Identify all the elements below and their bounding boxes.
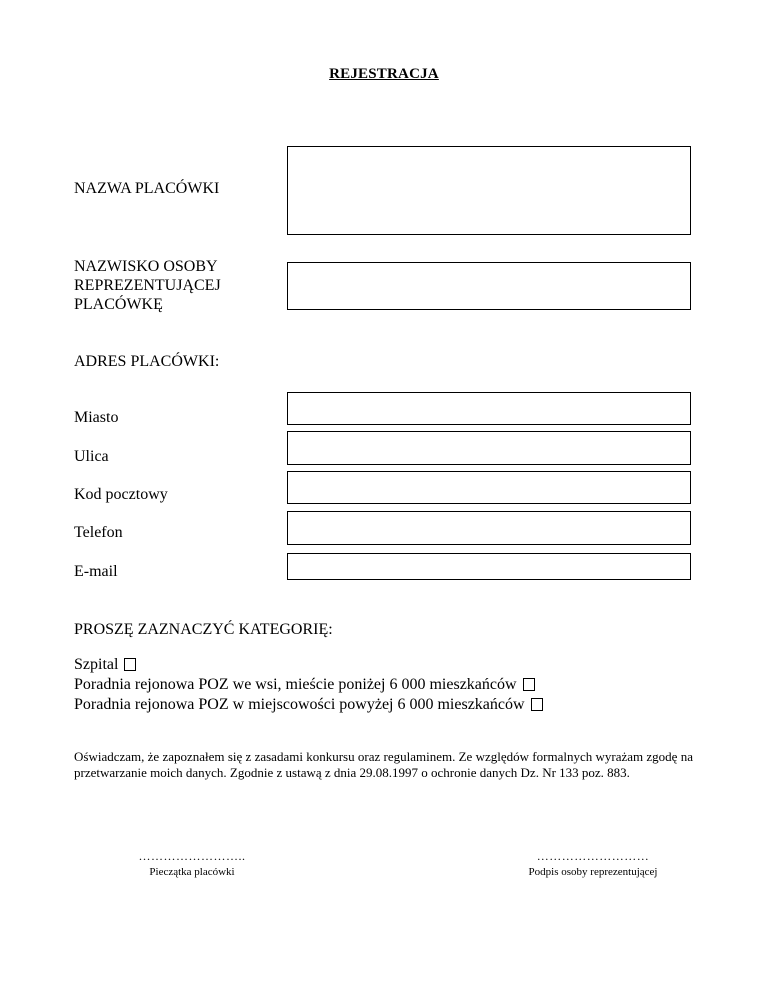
stamp-signature-block bbox=[112, 849, 272, 878]
facility-name-label: NAZWA PLACÓWKI bbox=[74, 180, 220, 197]
representative-name-label bbox=[74, 257, 221, 314]
representative-label-line3: PLACÓWKĘ bbox=[74, 296, 163, 313]
hospital-checkbox[interactable] bbox=[124, 658, 136, 671]
signature-caption: Podpis osoby reprezentującej bbox=[528, 866, 658, 878]
category-options bbox=[74, 654, 543, 714]
category-heading: PROSZĘ ZAZNACZYĆ KATEGORIĘ: bbox=[74, 621, 333, 638]
postal-code-label: Kod pocztowy bbox=[74, 486, 168, 503]
city-label: Miasto bbox=[74, 409, 119, 426]
representative-signature-block bbox=[510, 849, 676, 878]
declaration-text: Oświadczam, że zapoznałem się z zasadami konkursu oraz regulaminem. Ze względów formalnych wyrażam zgodę na przetwarzanie moich danych. Zgodnie z ustawą z dnia 29.08.1997 o ochronie danych Dz. Nr 133 poz. 883. bbox=[74, 749, 693, 780]
category-option-label: Poradnia rejonowa POZ we wsi, mieście poniżej 6 000 mieszkańców bbox=[74, 675, 517, 693]
category-option-label: Szpital bbox=[74, 655, 119, 673]
poz-village-checkbox[interactable] bbox=[523, 678, 535, 691]
category-option-label: Poradnia rejonowa POZ w miejscowości powyżej 6 000 mieszkańców bbox=[74, 695, 525, 713]
representative-label-line2: REPREZENTUJĄCEJ bbox=[74, 277, 221, 294]
city-field[interactable] bbox=[287, 392, 691, 425]
street-label: Ulica bbox=[74, 448, 109, 465]
category-option-poz-village bbox=[74, 674, 543, 694]
representative-name-field[interactable] bbox=[287, 262, 691, 310]
facility-name-field[interactable] bbox=[287, 146, 691, 235]
poz-town-checkbox[interactable] bbox=[531, 698, 543, 711]
page-title: REJESTRACJA bbox=[329, 66, 439, 82]
street-field[interactable] bbox=[287, 431, 691, 465]
email-field[interactable] bbox=[287, 553, 691, 580]
category-option-hospital bbox=[74, 654, 543, 674]
email-label: E-mail bbox=[74, 563, 118, 580]
address-heading: ADRES PLACÓWKI: bbox=[74, 353, 220, 370]
postal-code-field[interactable] bbox=[287, 471, 691, 504]
stamp-caption: Pieczątka placówki bbox=[149, 866, 235, 878]
category-option-poz-town bbox=[74, 694, 543, 714]
signature-dots: ……………………… bbox=[536, 849, 650, 863]
stamp-dots: …………………….. bbox=[138, 849, 246, 863]
phone-field[interactable] bbox=[287, 511, 691, 545]
phone-label: Telefon bbox=[74, 524, 123, 541]
representative-label-line1: NAZWISKO OSOBY bbox=[74, 258, 218, 275]
